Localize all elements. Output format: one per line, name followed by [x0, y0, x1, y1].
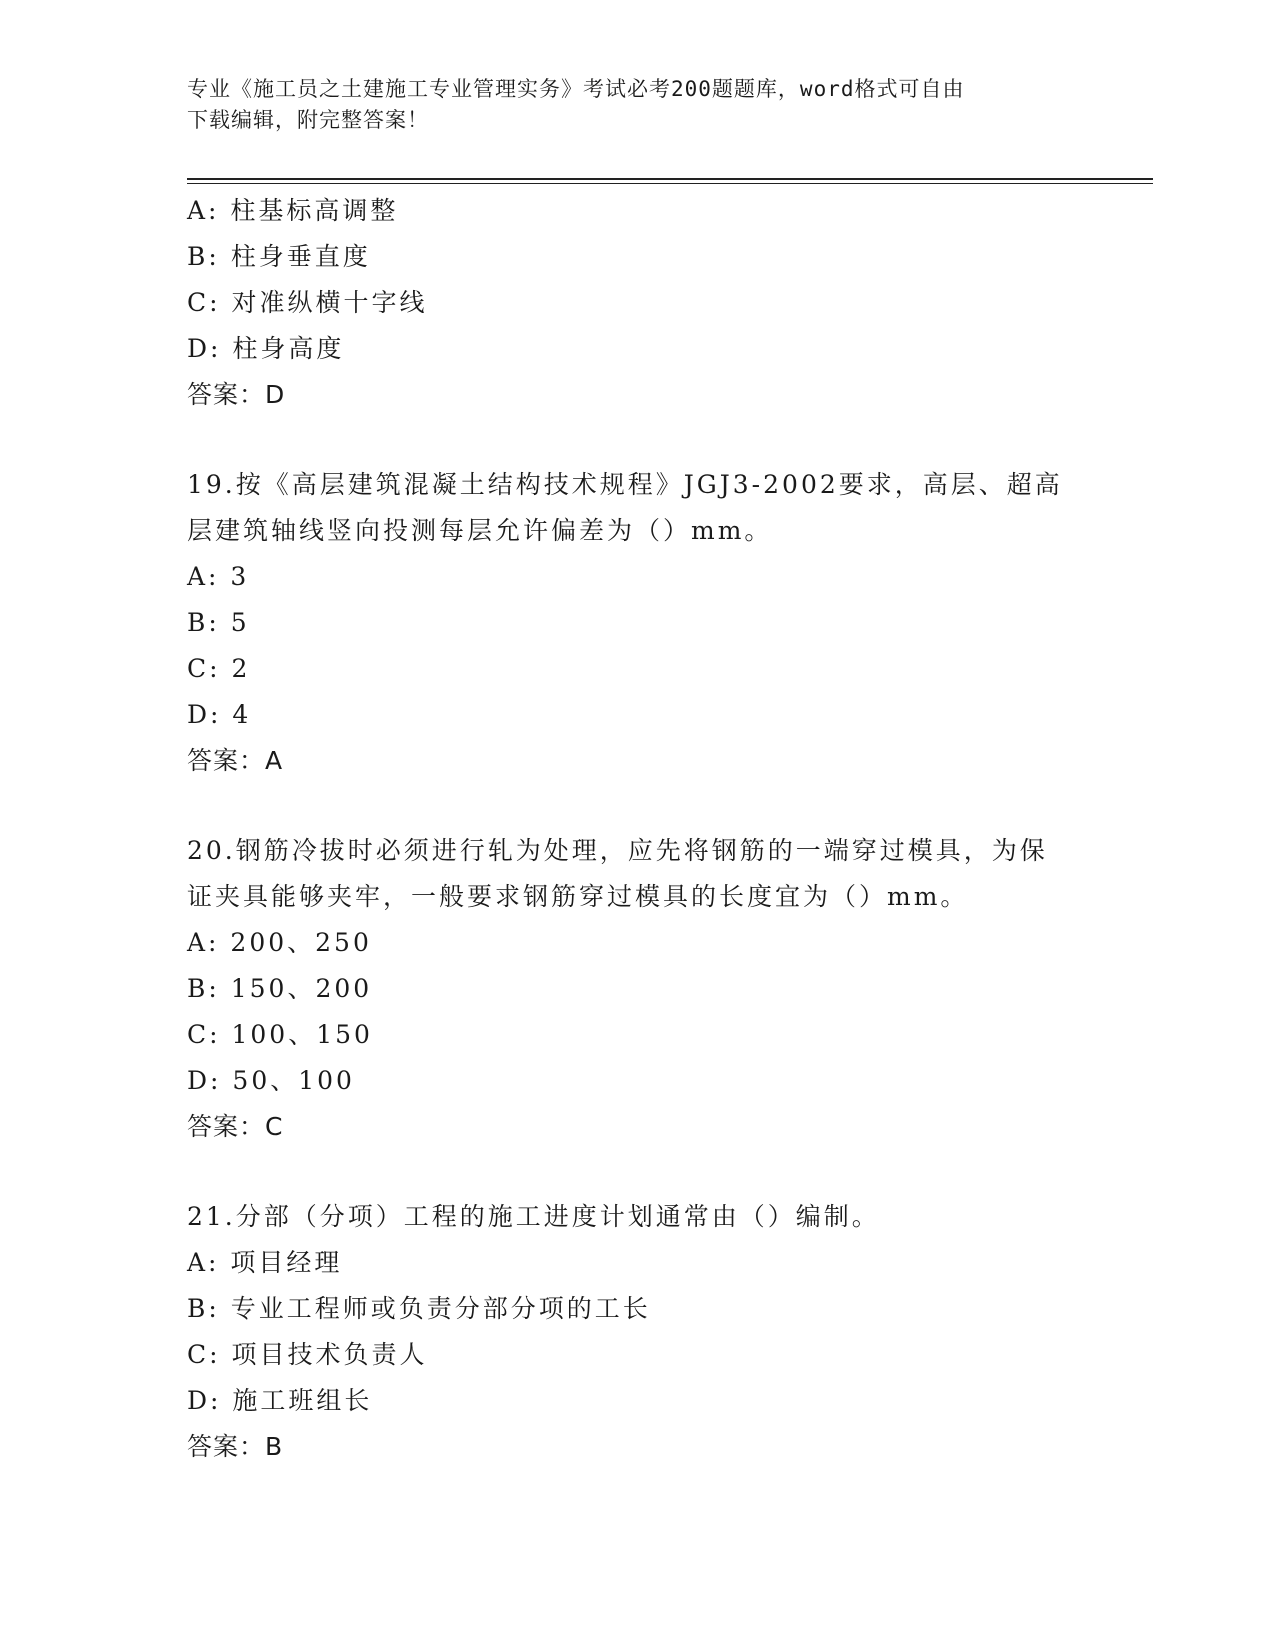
question-stem-continued: 层建筑轴线竖向投测每层允许偏差为（）mm。	[187, 516, 773, 545]
header-divider-thick	[187, 178, 1153, 180]
option-a: A: 200、250	[187, 928, 372, 957]
answer-label: 答案：B	[187, 1432, 284, 1461]
question-stem-continued: 证夹具能够夹牢，一般要求钢筋穿过模具的长度宜为（）mm。	[187, 882, 969, 911]
answer-label: 答案：A	[187, 746, 284, 775]
answer-label: 答案：C	[187, 1112, 284, 1141]
option-a: A: 柱基标高调整	[187, 196, 399, 225]
option-b: B: 5	[187, 608, 250, 637]
question-stem: 21.分部（分项）工程的施工进度计划通常由（）编制。	[187, 1202, 880, 1231]
question-21-block	[187, 1194, 1087, 1470]
header-divider-thin	[187, 183, 1153, 184]
question-19-block	[187, 462, 1087, 784]
header-line-2: 下载编辑，附完整答案！	[187, 108, 429, 132]
option-a: A: 3	[187, 562, 250, 591]
question-stem: 19.按《高层建筑混凝土结构技术规程》JGJ3-2002要求，高层、超高	[187, 470, 1063, 499]
option-d: D: 施工班组长	[187, 1386, 373, 1415]
question-18-block	[187, 188, 1087, 418]
question-content	[187, 188, 1087, 1470]
option-c: C: 100、150	[187, 1020, 373, 1049]
option-b: B: 柱身垂直度	[187, 242, 371, 271]
option-c: C: 项目技术负责人	[187, 1340, 428, 1369]
option-d: D: 4	[187, 700, 252, 729]
answer-label: 答案：D	[187, 380, 286, 409]
option-b: B: 专业工程师或负责分部分项的工长	[187, 1294, 651, 1323]
spacer	[187, 418, 1087, 462]
spacer	[187, 1150, 1087, 1194]
option-d: D: 50、100	[187, 1066, 355, 1095]
question-20-block	[187, 828, 1087, 1150]
spacer	[187, 784, 1087, 828]
option-b: B: 150、200	[187, 974, 373, 1003]
option-c: C: 2	[187, 654, 251, 683]
document-header	[187, 74, 1087, 136]
option-c: C: 对准纵横十字线	[187, 288, 428, 317]
option-d: D: 柱身高度	[187, 334, 345, 363]
question-stem: 20.钢筋冷拔时必须进行轧为处理，应先将钢筋的一端穿过模具，为保	[187, 836, 1048, 865]
option-a: A: 项目经理	[187, 1248, 343, 1277]
header-line-1: 专业《施工员之土建施工专业管理实务》考试必考200题题库，word格式可自由	[187, 77, 965, 101]
